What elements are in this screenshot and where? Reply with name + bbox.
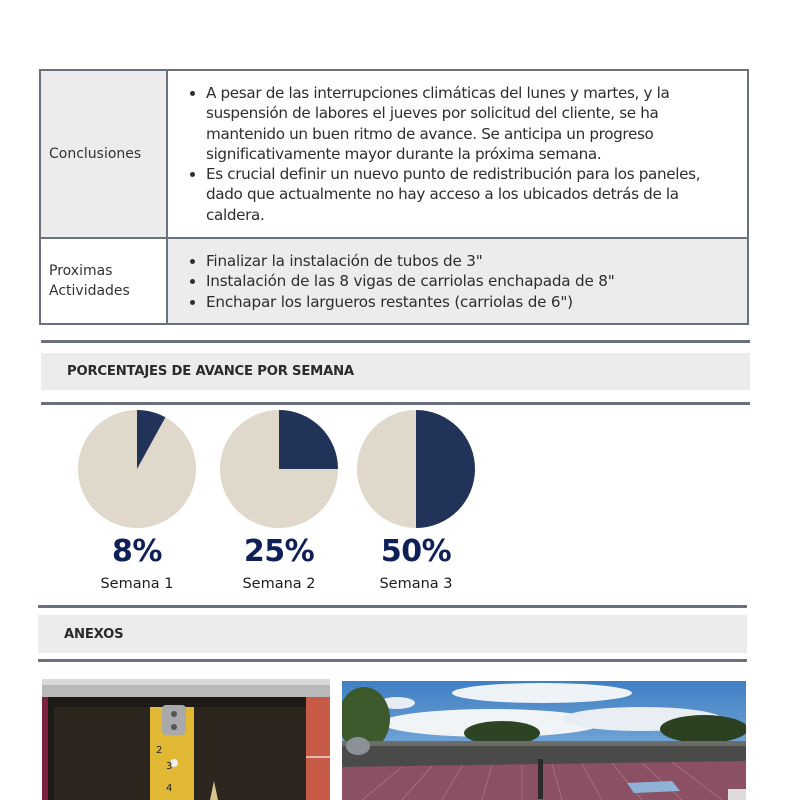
- annex-photo-roof: [342, 681, 746, 800]
- row-label: Proximas Actividades: [41, 239, 168, 323]
- bullet-list: [168, 251, 747, 312]
- tape-measure-image: [42, 679, 330, 800]
- list-item: • Enchapar los largueros restantes (carriolas de 6"): [206, 292, 747, 312]
- pie-svg: [77, 409, 197, 529]
- week-label: Semana 1: [100, 576, 174, 592]
- table-row-proximas-actividades: [41, 237, 747, 323]
- section-title: ANEXOS: [64, 626, 124, 642]
- section-header-annexes: [38, 615, 747, 653]
- percent-label: 50%: [380, 534, 452, 569]
- list-item: • A pesar de las interrupciones climáticas del lunes y martes, y la suspensión de labores el jueves por solicitud del cliente, se ha mantenido un buen ritmo de avance. Se anticipa un progreso significativamente mayor durante la próxima semana.: [206, 83, 747, 164]
- divider: [41, 402, 750, 405]
- svg-text:2: 2: [156, 745, 163, 756]
- pie-chart-week-2: [214, 409, 344, 593]
- pie-svg: [219, 409, 339, 529]
- pie-progress-slice: [416, 410, 475, 528]
- pie-progress-slice: [279, 410, 338, 469]
- pie-svg: [356, 409, 476, 529]
- section-header-progress: [41, 353, 750, 390]
- divider: [38, 659, 747, 662]
- pie-chart-week-3: [351, 409, 481, 593]
- list-item: • Instalación de las 8 vigas de carriolas enchapada de 8": [206, 271, 747, 291]
- list-item: • Es crucial definir un nuevo punto de redistribución para los paneles, dado que actualmente no hay acceso a los ubicados detrás de la caldera.: [206, 164, 747, 225]
- svg-text:3: 3: [166, 761, 173, 772]
- divider: [38, 605, 747, 608]
- svg-text:4: 4: [166, 783, 173, 794]
- roof-image: [342, 681, 746, 800]
- row-label: Conclusiones: [41, 71, 168, 237]
- section-title: PORCENTAJES DE AVANCE POR SEMANA: [67, 364, 354, 379]
- percent-label: 25%: [243, 534, 315, 569]
- row-content: [168, 71, 747, 237]
- table-row-conclusiones: [41, 71, 747, 237]
- pie-chart-week-1: [72, 409, 202, 593]
- row-content: [168, 239, 747, 323]
- list-item: • Finalizar la instalación de tubos de 3": [206, 251, 747, 271]
- percent-label: 8%: [112, 534, 162, 569]
- week-label: Semana 3: [379, 576, 453, 592]
- annex-photo-tape-measure: [42, 679, 330, 800]
- report-table: [39, 69, 749, 325]
- divider: [41, 340, 750, 343]
- week-label: Semana 2: [242, 576, 316, 592]
- bullet-list: [168, 83, 747, 225]
